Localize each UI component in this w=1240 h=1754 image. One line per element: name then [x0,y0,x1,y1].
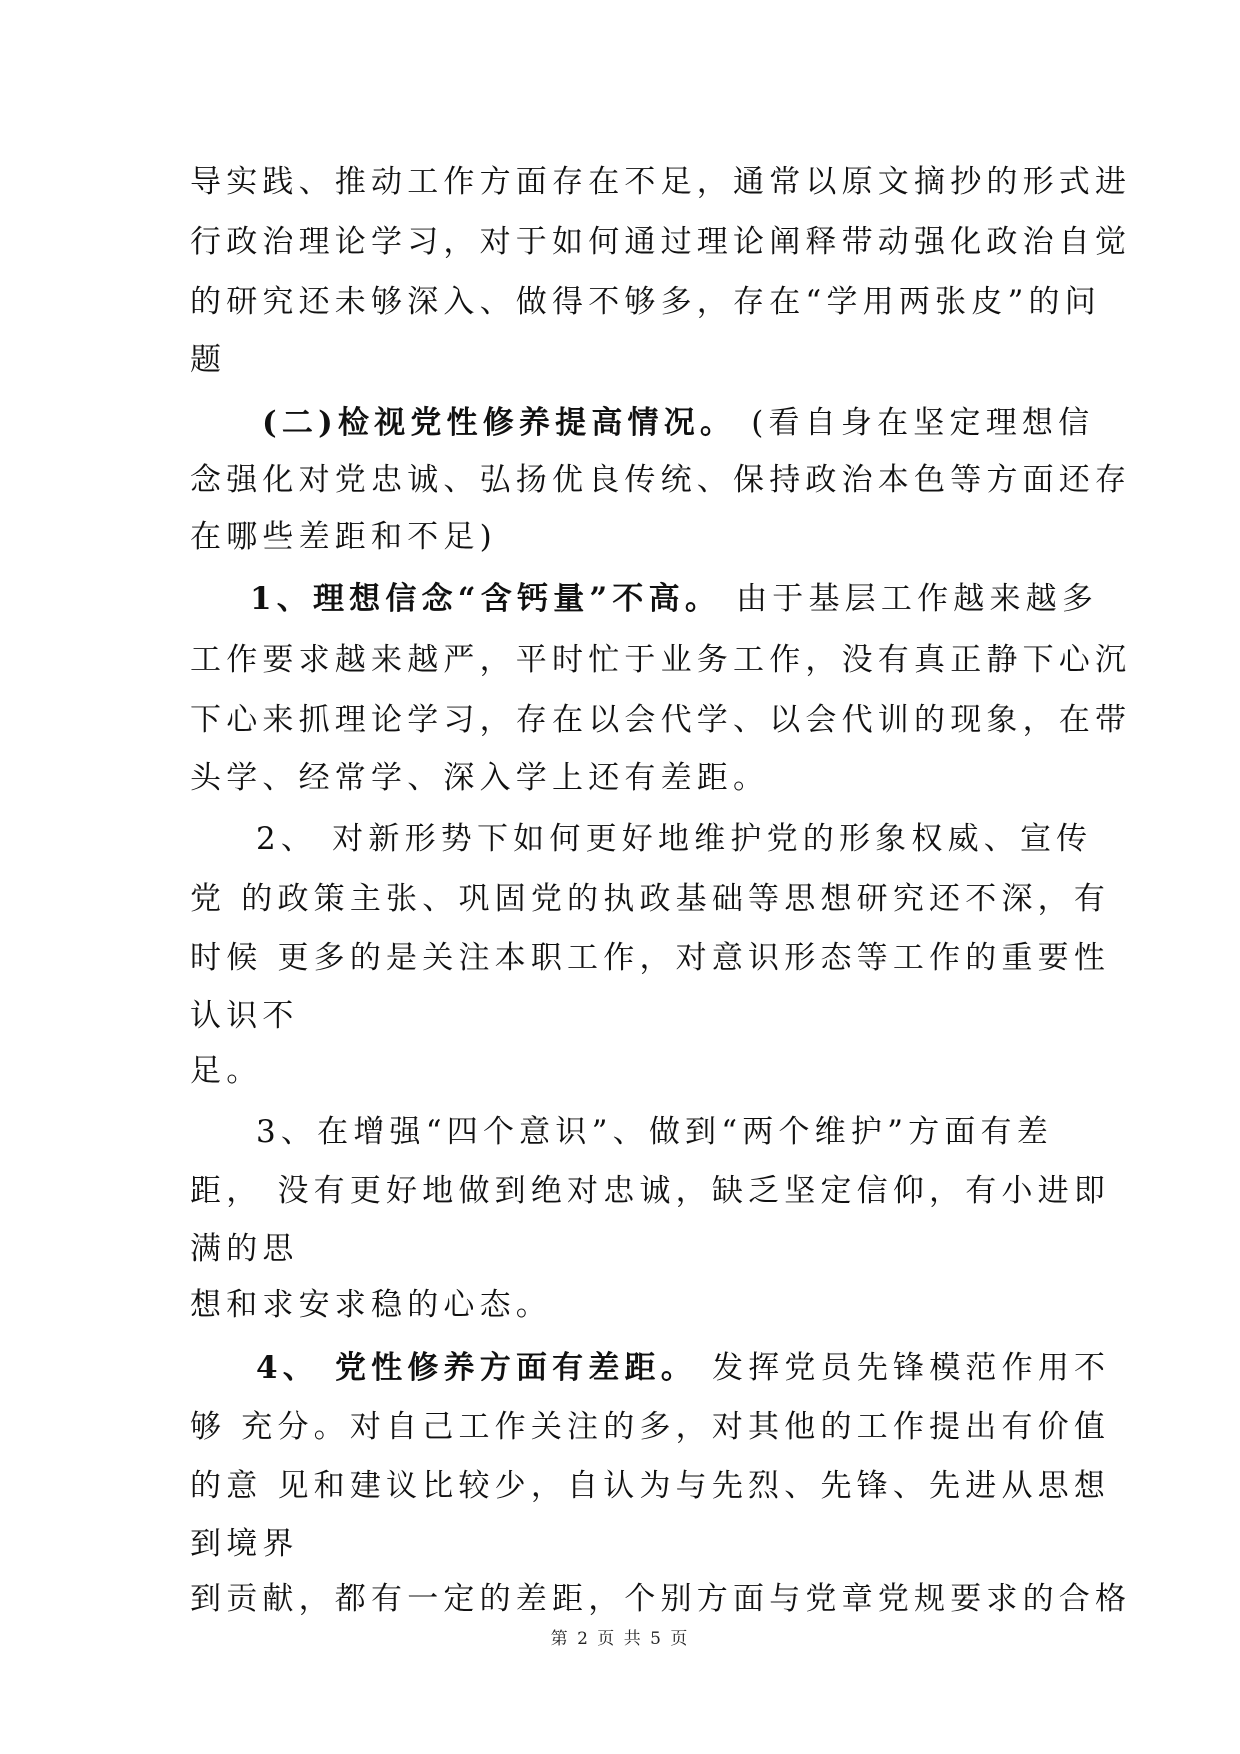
section-heading-line [262,403,1095,443]
paragraph-line: 党 的政策主张、巩固党的执政基础等思想研究还不深，有 [190,881,1111,917]
page-number: 第 2 页 共 5 页 [550,1629,690,1649]
paragraph-line: 认识不 [190,998,299,1034]
paragraph-line: 距， 没有更好地做到绝对忠诚，缺乏坚定信仰，有小进即 [190,1173,1111,1209]
item-heading: 1、理想信念“含钙量”不高。 [250,581,722,617]
section-heading: (二)检视党性修养提高情况。 [262,405,737,441]
paragraph-line: 的意 见和建议比较少，自认为与先烈、先锋、先进从思想 [190,1468,1111,1504]
paragraph-line: 导实践、推动工作方面存在不足，通常以原文摘抄的形式进 [190,164,1132,200]
paragraph-line: 时候 更多的是关注本职工作，对意识形态等工作的重要性 [190,940,1111,976]
paragraph-line: 工作要求越来越严，平时忙于业务工作，没有真正静下心沉 [190,642,1132,678]
paragraph-line: 满的思 [190,1231,299,1267]
item-heading: 4、 党性修养方面有差距。 [256,1350,697,1386]
paragraph-line: 到贡献，都有一定的差距，个别方面与党章党规要求的合格 [190,1581,1132,1617]
paragraph-line: 头学、经常学、深入学上还有差距。 [190,760,770,796]
paragraph-line: 题 [190,342,227,378]
item-text: 由于基层工作越来越多 [721,581,1099,617]
paragraph-line: 足。 [190,1053,263,1089]
paragraph-line: 行政治理论学习，对于如何通过理论阐释带动强化政治自觉 [190,224,1132,260]
paragraph-line: 够 充分。对自己工作关注的多，对其他的工作提出有价值 [190,1409,1111,1445]
paragraph-line: 想和求安求稳的心态。 [190,1287,552,1323]
item-heading-line [250,579,1099,619]
paragraph-line: 下心来抓理论学习，存在以会代学、以会代训的现象，在带 [190,702,1132,738]
paragraph-line: 3、在增强“四个意识”、做到“两个维护”方面有差 [256,1114,1053,1150]
paragraph-line: 的研究还未够深入、做得不够多，存在“学用两张皮”的问 [190,284,1101,320]
section-note: (看自身在坚定理想信 [736,405,1095,441]
paragraph-line: 到境界 [190,1526,299,1562]
paragraph-line: 2、 对新形势下如何更好地维护党的形象权威、宣传 [256,821,1093,857]
item-text: 发挥党员先锋模范作用不 [696,1350,1111,1386]
item-heading-line [256,1348,1111,1388]
paragraph-line: 念强化对党忠诚、弘扬优良传统、保持政治本色等方面还存 [190,462,1132,498]
paragraph-line: 在哪些差距和不足) [190,519,497,555]
